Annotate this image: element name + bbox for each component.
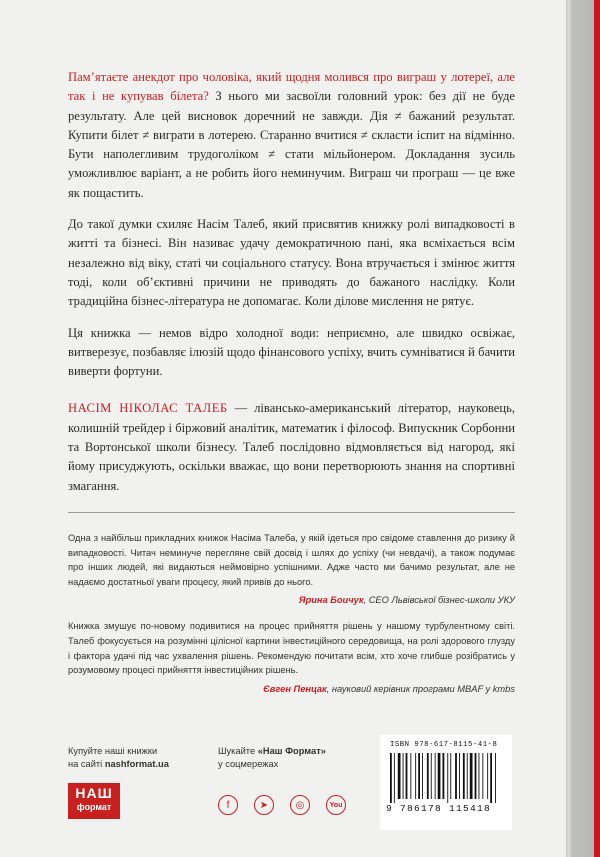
barcode-bar (443, 753, 445, 799)
instagram-icon[interactable]: ◎ (290, 795, 310, 815)
barcode-bar (490, 753, 492, 803)
barcode-bar (463, 753, 465, 799)
review-1-text: Одна з найбільш прикладних книжок Насіма Талеба, у якій ідеться про свідоме ставлення до ризику й випадковості. Читач неминуче перегляне свій досвід і шлях до успіху (чи невдачі), а також подумає про інших людей, які видаються неймовірно успішними. Адже часто ми бачимо результат, але не надаємо достатньої уваги процесу, який привів до нього. (68, 532, 515, 587)
intro-lead: Пам’ятаєте анекдот про чоловіка, який щодня молився про виграш у лотереї, але так і не купував білета? (68, 70, 515, 104)
barcode-bar (422, 753, 423, 799)
social-brand: «Наш Формат» (257, 746, 326, 756)
buy-line-2: на сайті nashformat.ua (68, 759, 169, 769)
author-bio-text: — лівансько-американський літератор, науковець, колишній трейдер і біржовий аналітик, математик і філософ. Випускник Сорбонни та Вортонської школи бізнесу. Талеб послідовно відмовляється від нагород, які йому присуджують, оскільки вважає, що вони перетворюють знання на спортивні змагання. (68, 401, 515, 493)
barcode-bar (487, 753, 488, 799)
footer (68, 741, 548, 835)
buy-site-link[interactable]: nashformat.ua (104, 759, 169, 769)
review-1-name: Ярина Боичук (298, 595, 364, 606)
summary-paragraph: Ця книжка — немов відро холодної води: неприємно, але швидко освіжає, витверезує, позбавляє ілюзій щодо фінансового успіху, вчить сумніватися й бачити виверти фортуни. (68, 325, 515, 379)
barcode-bar (418, 753, 420, 799)
divider (68, 512, 515, 513)
intro-paragraph (68, 68, 515, 203)
barcode-bar (475, 753, 477, 799)
barcode-bar (467, 753, 468, 799)
social-icons (218, 795, 398, 819)
barcode-bar (455, 753, 457, 799)
barcode-bar (479, 753, 480, 799)
review-2-name: Євген Пенцак (263, 683, 327, 694)
publisher-logo: НАШ формат (68, 783, 120, 819)
social-line-1: Шукайте «Наш Формат» (218, 746, 326, 756)
barcode-bar (394, 753, 395, 803)
ean-number: 9 786178 115418 (386, 803, 492, 814)
buy-line-1: Купуйте наші книжки (68, 746, 158, 756)
youtube-icon[interactable]: You (326, 795, 346, 815)
barcode-bar (415, 753, 416, 799)
barcode-bar (398, 753, 401, 799)
barcode-bar (435, 753, 436, 799)
description-paragraph: До такої думки схиляє Насім Талеб, який присвятив книжку ролі випадковості в житті та бізнесі. Він називає удачу демократичною пані, яка всміхається всім незалежно від віку, статі чи соціального статусу. Вона втручається і змінює життя тоді, коли об’єктивні причини не приводять до бажаного наслідку. Коли традиційна бізнес-література не допомагає. Коли ділове мислення не рятує. (68, 217, 515, 309)
social-line-2: у соцмережах (218, 759, 279, 769)
review-2-text: Книжка змушує по-новому подивитися на процес прийняття рішень у нашому турбулентному світі. Талеб фокусується на розумінні цілісної картини інвестиційного середовища, на ролі здорового глузду і фактора удачі під час ухвалення рішень. Рекомендую почитати всім, хто хоче глибше розібратись у розумовому процесі прийняття інвестиційних рішень. (68, 621, 515, 676)
review-2-signature (68, 684, 515, 694)
barcode-bar (495, 753, 496, 803)
barcode-bar (447, 753, 448, 803)
review-2-role: , науковий керівник програми MBAF у kmbs (326, 683, 515, 694)
barcode-bar (410, 753, 411, 799)
barcode-bar (403, 753, 404, 799)
review-1-role: , CEO Львівської бізнес-школи УКУ (363, 595, 515, 606)
barcode-bar (427, 753, 429, 799)
author-bio (68, 399, 515, 495)
barcode-bar (459, 753, 460, 799)
barcode-bar (450, 753, 451, 799)
spine-red-stripe (594, 0, 600, 857)
telegram-icon[interactable]: ➤ (254, 795, 274, 815)
facebook-icon[interactable]: f (218, 795, 238, 815)
review-1-signature (68, 595, 515, 605)
barcode-bar (438, 753, 441, 799)
isbn-text: ISBN 978-617-8115-41-8 (390, 741, 498, 749)
barcode-bar (431, 753, 432, 799)
barcode-bars (388, 753, 504, 803)
barcode-bar (482, 753, 483, 799)
barcode (380, 735, 512, 830)
author-name: НАСІМ НІКОЛАС ТАЛЕБ (68, 401, 228, 416)
buy-info (68, 745, 169, 771)
back-cover-text (68, 68, 515, 708)
barcode-bar (470, 753, 473, 799)
social-info (218, 745, 326, 771)
intro-body: З нього ми засвоїли головний урок: без дії не буде результату. Але цей висновок доречний не завжди. Дія ≠ бажаний результат. Купити білет ≠ виграти в лотерею. Старанно вчитися ≠ скласти іспит на відмінно. Бути наполегливим трудоголіком ≠ стати мільйонером. Докладання зусиль уможливлює варіант, а не робить його неминучим. Виграш чи програш — це вже як пощастить. (68, 89, 515, 200)
barcode-bar (406, 753, 408, 799)
barcode-bar (390, 753, 392, 803)
